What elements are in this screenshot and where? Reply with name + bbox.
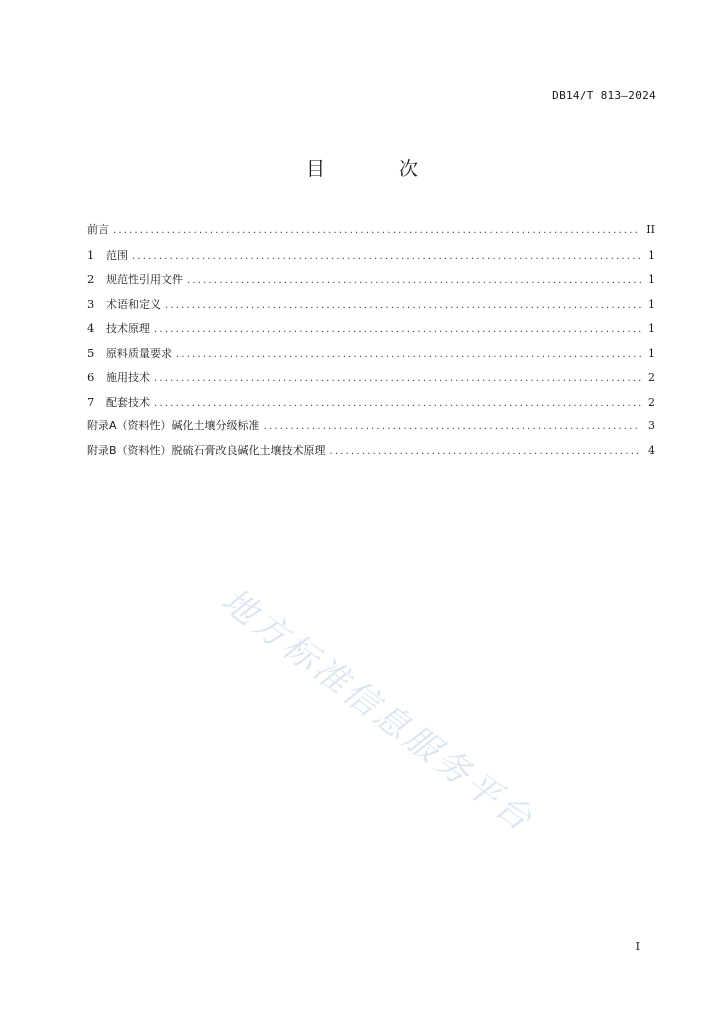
toc-entry-4[interactable] (87, 316, 655, 341)
toc-entry-label: 术语和定义 (106, 297, 161, 311)
toc-entry-page: 1 (648, 322, 655, 335)
toc-entry-label: 前言 (87, 223, 109, 236)
toc-entry-label: 施用技术 (106, 371, 150, 384)
toc-entry-page: 2 (648, 371, 655, 384)
toc-entry-2[interactable] (87, 267, 655, 292)
toc-entry-label: 配套技术 (106, 395, 150, 409)
toc-entry-7[interactable] (87, 390, 655, 415)
toc-entry-number: 4 (87, 321, 95, 335)
toc-entry-page: II (646, 223, 655, 236)
toc-leader-dots (187, 269, 641, 294)
toc-leader-dots (154, 392, 641, 417)
toc-entry-page: 4 (648, 443, 655, 457)
watermark: 地方标准信息服务平台 (214, 580, 542, 842)
toc-title: 目 次 (305, 158, 453, 180)
toc-entry-page: 1 (648, 297, 655, 311)
toc-entry-label: 附录B（资料性）脱硫石膏改良碱化土壤技术原理 (87, 443, 326, 457)
toc-leader-dots (154, 367, 641, 392)
toc-entry-page: 1 (648, 248, 655, 262)
toc-entry-label: 技术原理 (106, 322, 150, 335)
toc-entry-number: 2 (87, 272, 95, 286)
toc-entry-5[interactable] (87, 341, 655, 366)
toc-entry-preface[interactable] (87, 218, 655, 243)
toc-list (87, 218, 655, 463)
toc-entry-page: 1 (648, 273, 655, 286)
toc-entry-number: 6 (87, 370, 95, 384)
toc-leader-dots (330, 440, 641, 465)
toc-entry-page: 2 (648, 395, 655, 409)
toc-leader-dots (132, 245, 641, 270)
toc-leader-dots (113, 219, 641, 244)
toc-entry-number: 7 (87, 394, 95, 409)
toc-entry-label: 原料质量要求 (106, 346, 172, 360)
toc-entry-6[interactable] (87, 365, 655, 390)
doc-code: DB14/T 813—2024 (552, 89, 656, 102)
toc-entry-label: 范围 (106, 248, 128, 262)
toc-entry-number: 5 (87, 345, 95, 360)
toc-entry-page: 1 (648, 346, 655, 360)
toc-entry-page: 3 (648, 419, 655, 432)
toc-entry-number: 3 (87, 296, 95, 311)
page-number: I (635, 940, 640, 953)
toc-leader-dots (264, 415, 641, 440)
toc-leader-dots (165, 294, 641, 319)
toc-entry-label: 规范性引用文件 (106, 273, 183, 286)
toc-entry-number: 1 (87, 247, 95, 262)
toc-entry-label: 附录A（资料性）碱化土壤分级标准 (87, 419, 260, 432)
toc-leader-dots (154, 318, 641, 343)
toc-entry-appendix-a[interactable] (87, 414, 655, 439)
toc-entry-1[interactable] (87, 243, 655, 268)
toc-entry-appendix-b[interactable] (87, 439, 655, 464)
toc-entry-3[interactable] (87, 292, 655, 317)
toc-leader-dots (176, 343, 641, 368)
